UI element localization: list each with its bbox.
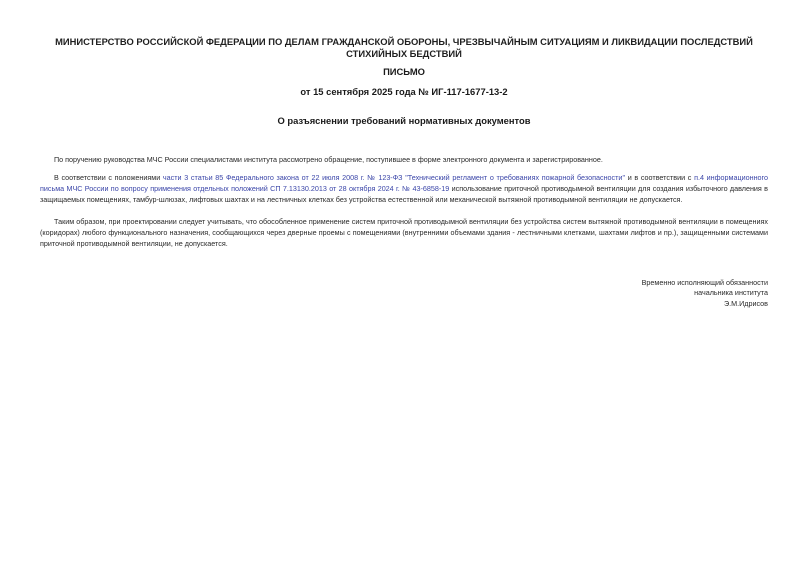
paragraph-text: В соответствии с положениями	[54, 173, 163, 182]
paragraph-legal-basis	[40, 173, 768, 205]
document-type: ПИСЬМО	[383, 66, 425, 77]
federal-law-link[interactable]: части 3 статьи 85 Федерального закона от 22 июля 2008 г. № 123-ФЗ "Технический регламент о требованиях пожарной безопасности"	[162, 173, 626, 182]
signatory-organization: начальника института	[694, 288, 768, 298]
signatory-position: Временно исполняющий обязанности	[641, 278, 768, 287]
signatory-name: Э.М.Идрисов	[723, 298, 768, 308]
paragraph-text: использование приточной противодымной вентиляции для создания избыточного давления в защищаемых помещениях, тамбур-шлюзах, лифтовых шахтах и на лестничных клетках без устройства естественной или механической вытяжной противодымной вентиляции не допускается.	[40, 183, 768, 204]
paragraph-conclusion: Таким образом, при проектировании следует учитывать, что обособленное применение систем приточной противодымной вентиляции без устройства систем вытяжной противодымной вентиляции в помещениях (коридорах) любого функционального назначения, сообщающихся через дверные проемы с помещениями (внутренними объемами здания - лестничными клетками, шахтами лифтов и пр.), защищенными системами приточной противодымной вентиляции, не допускается.	[40, 217, 768, 248]
paragraph-intro: По поручению руководства МЧС России специалистами института рассмотрено обращение, поступившее в форме электронного документа и зарегистрированное.	[54, 155, 603, 164]
signature-block	[642, 278, 768, 309]
document-date-number: от 15 сентября 2025 года № ИГ-117-1677-13-2	[300, 86, 508, 97]
ministry-name: МИНИСТЕРСТВО РОССИЙСКОЙ ФЕДЕРАЦИИ ПО ДЕЛАМ ГРАЖДАНСКОЙ ОБОРОНЫ, ЧРЕЗВЫЧАЙНЫМ СИТУАЦИЯМ И ЛИКВИДАЦИИ ПОСЛЕДСТВИЙ СТИХИЙНЫХ БЕДСТВИЙ	[55, 36, 753, 59]
document-subject: О разъяснении требований нормативных документов	[277, 115, 531, 126]
paragraph-text: и в соответствии с	[625, 173, 695, 182]
info-letter-link[interactable]: п.4 информационного письма МЧС России по вопросу применения отдельных положений СП 7.13130.2013 от 28 октября 2024 г. № 43-6858-19	[40, 173, 769, 193]
